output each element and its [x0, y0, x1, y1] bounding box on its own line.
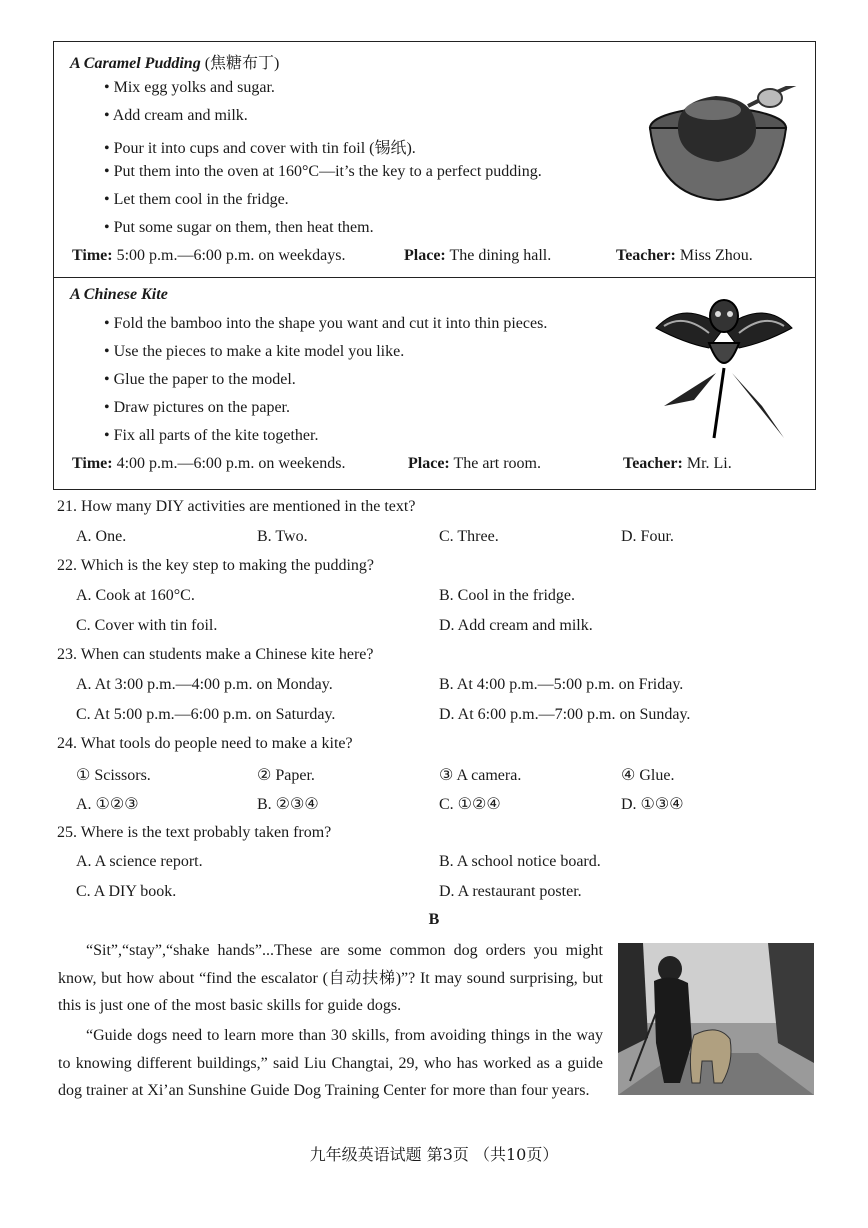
- kite-image: [654, 288, 794, 440]
- q23-option-c[interactable]: C. At 5:00 p.m.—6:00 p.m. on Saturday.: [76, 706, 336, 723]
- q24-item-3: ③ A camera.: [439, 767, 522, 784]
- q25-option-a[interactable]: A. A science report.: [76, 853, 203, 870]
- q24-option-b[interactable]: B. ②③④: [257, 796, 319, 813]
- q24-item-1: ① Scissors.: [76, 767, 151, 784]
- q24-item-4: ④ Glue.: [621, 767, 675, 784]
- kite-step: • Draw pictures on the paper.: [104, 399, 290, 417]
- q22-option-d[interactable]: D. Add cream and milk.: [439, 617, 593, 634]
- kite-place: Place: The art room.: [408, 455, 541, 472]
- q21-option-c[interactable]: C. Three.: [439, 528, 499, 545]
- guide-dog-photo: [618, 943, 814, 1095]
- kite-time: Time: 4:00 p.m.—6:00 p.m. on weekends.: [72, 455, 346, 472]
- q21-option-b[interactable]: B. Two.: [257, 528, 308, 545]
- section-b-paragraph: “Sit”,“stay”,“shake hands”...These are some common dog orders you might know, but how about “find the escalator (自动扶梯)”? It may sound surprising, but this is just one of the most basic skills for guide dogs.: [58, 942, 603, 1014]
- q21-option-d[interactable]: D. Four.: [621, 528, 674, 545]
- page-footer: 九年级英语试题 第3页 （共10页）: [309, 1145, 559, 1164]
- kite-step: • Fix all parts of the kite together.: [104, 427, 318, 445]
- q25-option-d[interactable]: D. A restaurant poster.: [439, 883, 582, 900]
- pudding-step: • Pour it into cups and cover with tin foil (锡纸).: [104, 135, 416, 158]
- kite-title: A Chinese Kite: [70, 286, 168, 303]
- question-24: 24. What tools do people need to make a kite?: [57, 735, 353, 752]
- q22-option-a[interactable]: A. Cook at 160°C.: [76, 587, 195, 604]
- pudding-time: Time: 5:00 p.m.—6:00 p.m. on weekdays.: [72, 247, 346, 264]
- pudding-title: A Caramel Pudding (焦糖布丁): [70, 55, 280, 72]
- q24-option-a[interactable]: A. ①②③: [76, 796, 139, 813]
- q24-item-2: ② Paper.: [257, 767, 315, 784]
- q24-option-c[interactable]: C. ①②④: [439, 796, 501, 813]
- q24-option-d[interactable]: D. ①③④: [621, 796, 684, 813]
- pudding-step: • Add cream and milk.: [104, 107, 248, 125]
- pudding-image: [648, 86, 798, 206]
- pudding-section: [53, 41, 816, 278]
- q23-option-b[interactable]: B. At 4:00 p.m.—5:00 p.m. on Friday.: [439, 676, 684, 693]
- q22-option-b[interactable]: B. Cool in the fridge.: [439, 587, 575, 604]
- section-b-heading: B: [428, 911, 440, 928]
- q23-option-d[interactable]: D. At 6:00 p.m.—7:00 p.m. on Sunday.: [439, 706, 691, 723]
- section-b-paragraph: “Guide dogs need to learn more than 30 skills, from avoiding things in the way to knowing different buildings,” said Liu Changtai, 29, who has worked as a guide dog trainer at Xi’an Sunshine Guide Dog Training Center for more than four years.: [58, 1027, 603, 1099]
- q25-option-b[interactable]: B. A school notice board.: [439, 853, 601, 870]
- kite-step: • Glue the paper to the model.: [104, 371, 296, 389]
- kite-step: • Fold the bamboo into the shape you want and cut it into thin pieces.: [104, 315, 547, 333]
- pudding-step: • Put some sugar on them, then heat them.: [104, 219, 374, 237]
- q21-option-a[interactable]: A. One.: [76, 528, 127, 545]
- pudding-step: • Mix egg yolks and sugar.: [104, 79, 275, 97]
- pudding-place: Place: The dining hall.: [404, 247, 552, 264]
- pudding-step: • Put them into the oven at 160°C—it’s the key to a perfect pudding.: [104, 163, 542, 181]
- kite-section: [53, 277, 816, 490]
- question-25: 25. Where is the text probably taken from?: [57, 824, 332, 841]
- question-22: 22. Which is the key step to making the pudding?: [57, 557, 374, 574]
- pudding-step: • Let them cool in the fridge.: [104, 191, 289, 209]
- q23-option-a[interactable]: A. At 3:00 p.m.—4:00 p.m. on Monday.: [76, 676, 333, 693]
- q22-option-c[interactable]: C. Cover with tin foil.: [76, 617, 218, 634]
- pudding-teacher: Teacher: Miss Zhou.: [616, 247, 753, 264]
- kite-teacher: Teacher: Mr. Li.: [623, 455, 732, 472]
- kite-step: • Use the pieces to make a kite model you like.: [104, 343, 404, 361]
- q25-option-c[interactable]: C. A DIY book.: [76, 883, 177, 900]
- question-23: 23. When can students make a Chinese kite here?: [57, 646, 374, 663]
- question-21: 21. How many DIY activities are mentioned in the text?: [57, 498, 416, 515]
